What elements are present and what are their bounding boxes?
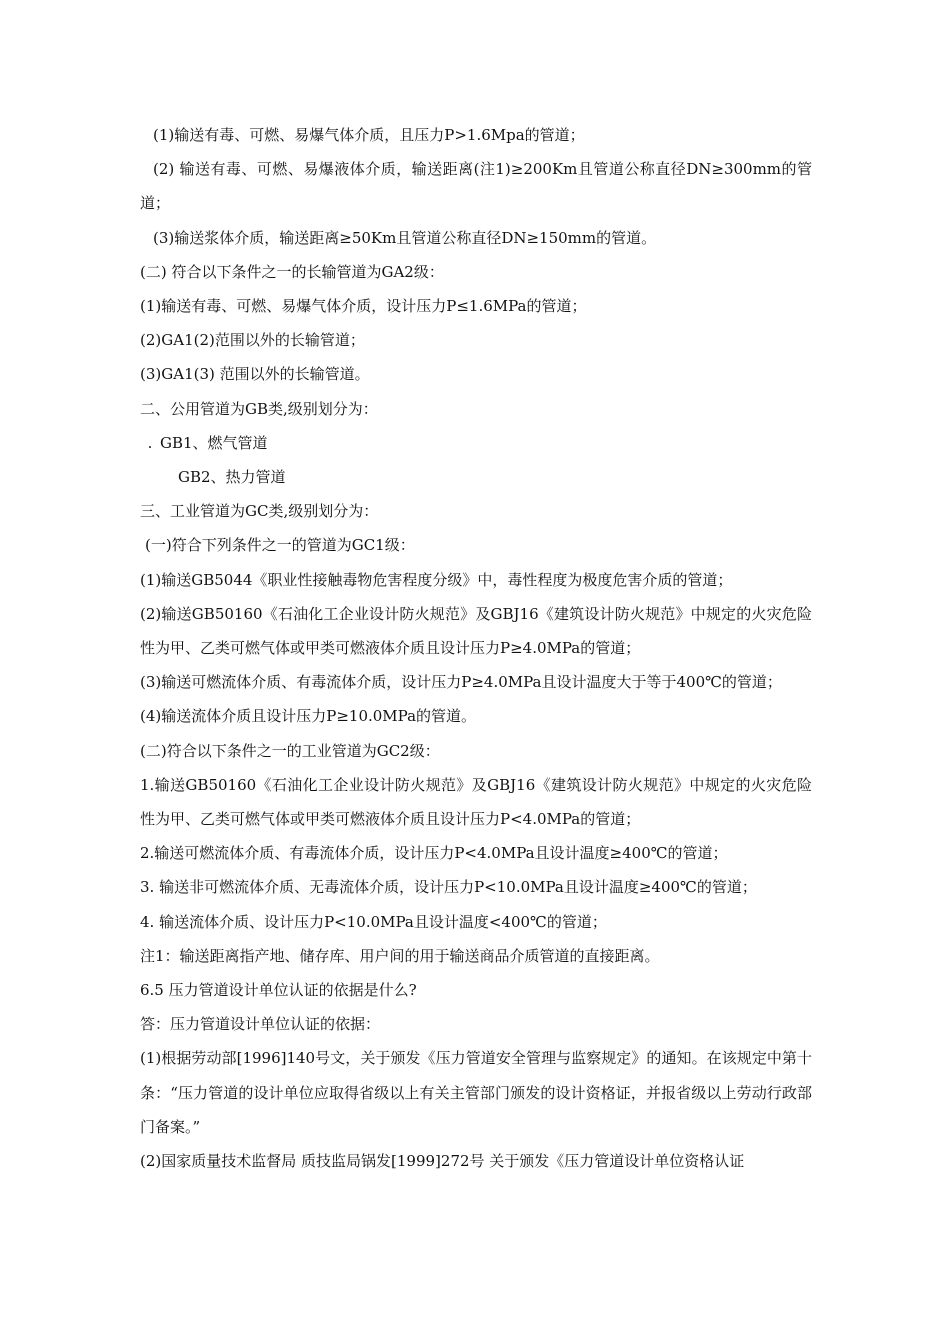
paragraph-gc2-item-2: 2.输送可燃流体介质、有毒流体介质，设计压力P<4.0MPa且设计温度≥400℃的管道； — [140, 844, 728, 863]
paragraph-gc1-item-4: (4)输送流体介质且设计压力P≥10.0MPa的管道。 — [140, 707, 477, 726]
paragraph-ga2-item-2: (2)GA1(2)范围以外的长输管道； — [140, 331, 365, 350]
paragraph-ga1-item-3: (3)输送浆体介质，输送距离≥50Km且管道公称直径DN≥150mm的管道。 — [153, 228, 657, 247]
paragraph-note-1: 注1：输送距离指产地、储存库、用户间的用于输送商品介质管道的直接距离。 — [140, 946, 660, 965]
document-body — [140, 118, 812, 1178]
heading-section-6-5: 6.5 压力管道设计单位认证的依据是什么? — [140, 981, 417, 1000]
paragraph-basis-1: (1)根据劳动部[1996]140号文，关于颁发《压力管道安全管理与监察规定》的通知。在该规定中第十条：“压力管道的设计单位应取得省级以上有关主管部门颁发的设计资格证，并报省级以上劳动行政部门备案。” — [140, 1049, 812, 1136]
paragraph-gb1 — [140, 426, 812, 460]
paragraph-ga1-item-1: (1)输送有毒、可燃、易爆气体介质，且压力P>1.6Mpa的管道； — [153, 126, 585, 144]
gb1-text: GB1、燃气管道 — [160, 433, 268, 452]
paragraph-ga1-item-2: (2) 输送有毒、可燃、易爆液体介质，输送距离(注1)≥200Km且管道公称直径DN≥300mm的管道； — [140, 160, 812, 213]
paragraph-ga2-item-3: (3)GA1(3) 范围以外的长输管道。 — [140, 365, 370, 384]
heading-gc: 三、工业管道为GC类,级别划分为： — [140, 502, 379, 521]
paragraph-basis-2: (2)国家质量技术监督局 质技监局锅发[1999]272号 关于颁发《压力管道设计单位资格认证 — [140, 1152, 745, 1171]
paragraph-gc2-item-1: 1.输送GB50160《石油化工企业设计防火规范》及GBJ16《建筑设计防火规范》中规定的火灾危险性为甲、乙类可燃气体或甲类可燃液体介质且设计压力P<4.0MPa的管道； — [140, 775, 812, 829]
paragraph-gc1-item-1: (1)输送GB5044《职业性接触毒物危害程度分级》中，毒性程度为极度危害介质的管道； — [140, 570, 733, 589]
paragraph-answer-intro: 答：压力管道设计单位认证的依据： — [140, 1015, 381, 1034]
bullet-dot: . — [147, 433, 153, 452]
paragraph-gc2-item-3: 3. 输送非可燃流体介质、无毒流体介质，设计压力P<10.0MPa且设计温度≥400℃的管道； — [140, 878, 757, 897]
heading-gc1: (一)符合下列条件之一的管道为GC1级： — [145, 536, 415, 555]
heading-gb: 二、公用管道为GB类,级别划分为： — [140, 399, 378, 418]
paragraph-gc1-item-3: (3)输送可燃流体介质、有毒流体介质，设计压力P≥4.0MPa且设计温度大于等于400℃的管道； — [140, 673, 782, 692]
heading-ga2: (二) 符合以下条件之一的长输管道为GA2级： — [140, 262, 444, 281]
paragraph-gc1-item-2: (2)输送GB50160《石油化工企业设计防火规范》及GBJ16《建筑设计防火规范》中规定的火灾危险性为甲、乙类可燃气体或甲类可燃液体介质且设计压力P≥4.0MPa的管道； — [140, 604, 812, 658]
paragraph-gb2: GB2、热力管道 — [178, 468, 286, 487]
paragraph-gc2-item-4: 4. 输送流体介质、设计压力P<10.0MPa且设计温度<400℃的管道； — [140, 912, 607, 931]
paragraph-ga2-item-1: (1)输送有毒、可燃、易爆气体介质，设计压力P≤1.6MPa的管道； — [140, 297, 587, 316]
heading-gc2: (二)符合以下条件之一的工业管道为GC2级： — [140, 741, 440, 760]
